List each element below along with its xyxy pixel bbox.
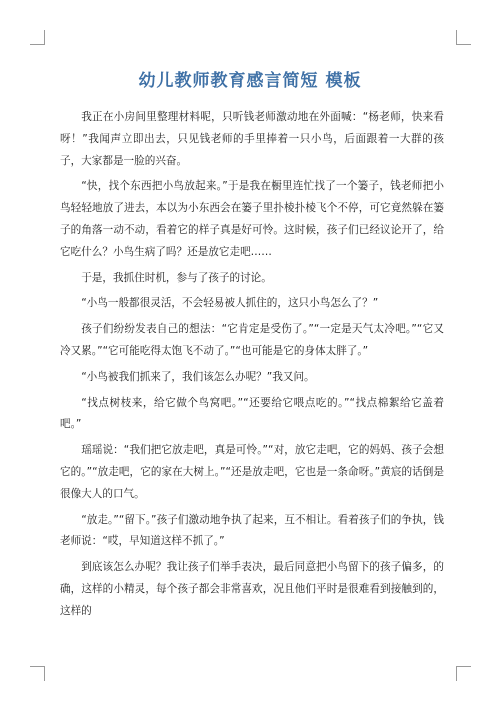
crop-mark-top-right xyxy=(456,30,471,45)
paragraph: “找点树枝来，给它做个鸟窝吧。”“还要给它喂点吃的。”“找点棉絮给它盖着吧。” xyxy=(60,396,444,431)
paragraph: 于是，我抓住时机，参与了孩子的讨论。 xyxy=(81,271,272,284)
paragraph: “放走。”“留下。”孩子们激动地争执了起来，互不相让。看着孩子们的争执，钱老师说：“哎，早知道这样不抓了。” xyxy=(60,513,444,548)
crop-mark-top-left xyxy=(30,30,45,45)
paragraph: 到底该怎么办呢？我让孩子们举手表决，最后同意把小鸟留下的孩子偏多，的确，这样的小精灵，每个孩子都会非常喜欢，况且他们平时是很难看到接触到的，这样的 xyxy=(60,561,444,617)
crop-mark-bottom-left xyxy=(30,666,45,681)
paragraph: 我正在小房间里整理材料呢，只听钱老师激动地在外面喊：“杨老师，快来看呀！”我闻声立即出去，只见钱老师的手里捧着一只小鸟，后面跟着一大群的孩子，大家都是一脸的兴奋。 xyxy=(60,111,444,167)
paragraph: “快，找个东西把小鸟放起来。”于是我在橱里连忙找了一个篓子，钱老师把小鸟轻轻地放了进去，本以为小东西会在篓子里扑棱扑棱飞个不停，可它竟然躲在篓子的角落一动不动，看着它的样子真是好可怜。这时候，孩子们已经议论开了，给它吃什么？小鸟生病了吗？还是放它走吧…… xyxy=(60,180,444,258)
paragraph: 孩子们纷纷发表自己的想法：“它肯定是受伤了。”“一定是天气太冷吧。”“它又冷又累。”“它可能吃得太饱飞不动了。”“也可能是它的身体太胖了。” xyxy=(60,323,444,357)
paragraph: “小鸟被我们抓来了，我们该怎么办呢？”我又问。 xyxy=(81,370,315,383)
crop-mark-bottom-right xyxy=(456,666,471,681)
paragraph: “小鸟一般都很灵活，不会轻易被人抓住的，这只小鸟怎么了？” xyxy=(81,297,379,310)
paragraph: 瑶瑶说：“我们把它放走吧，真是可怜。”“对，放它走吧，它的妈妈、孩子会想它的。”“放走吧，它的家在大树上。”“还是放走吧，它也是一条命呀。”黄宸的话倒是很像大人的口气。 xyxy=(60,444,444,500)
document-title: 幼儿教师教育感言简短 模板 xyxy=(138,71,362,91)
document-body xyxy=(60,107,444,627)
